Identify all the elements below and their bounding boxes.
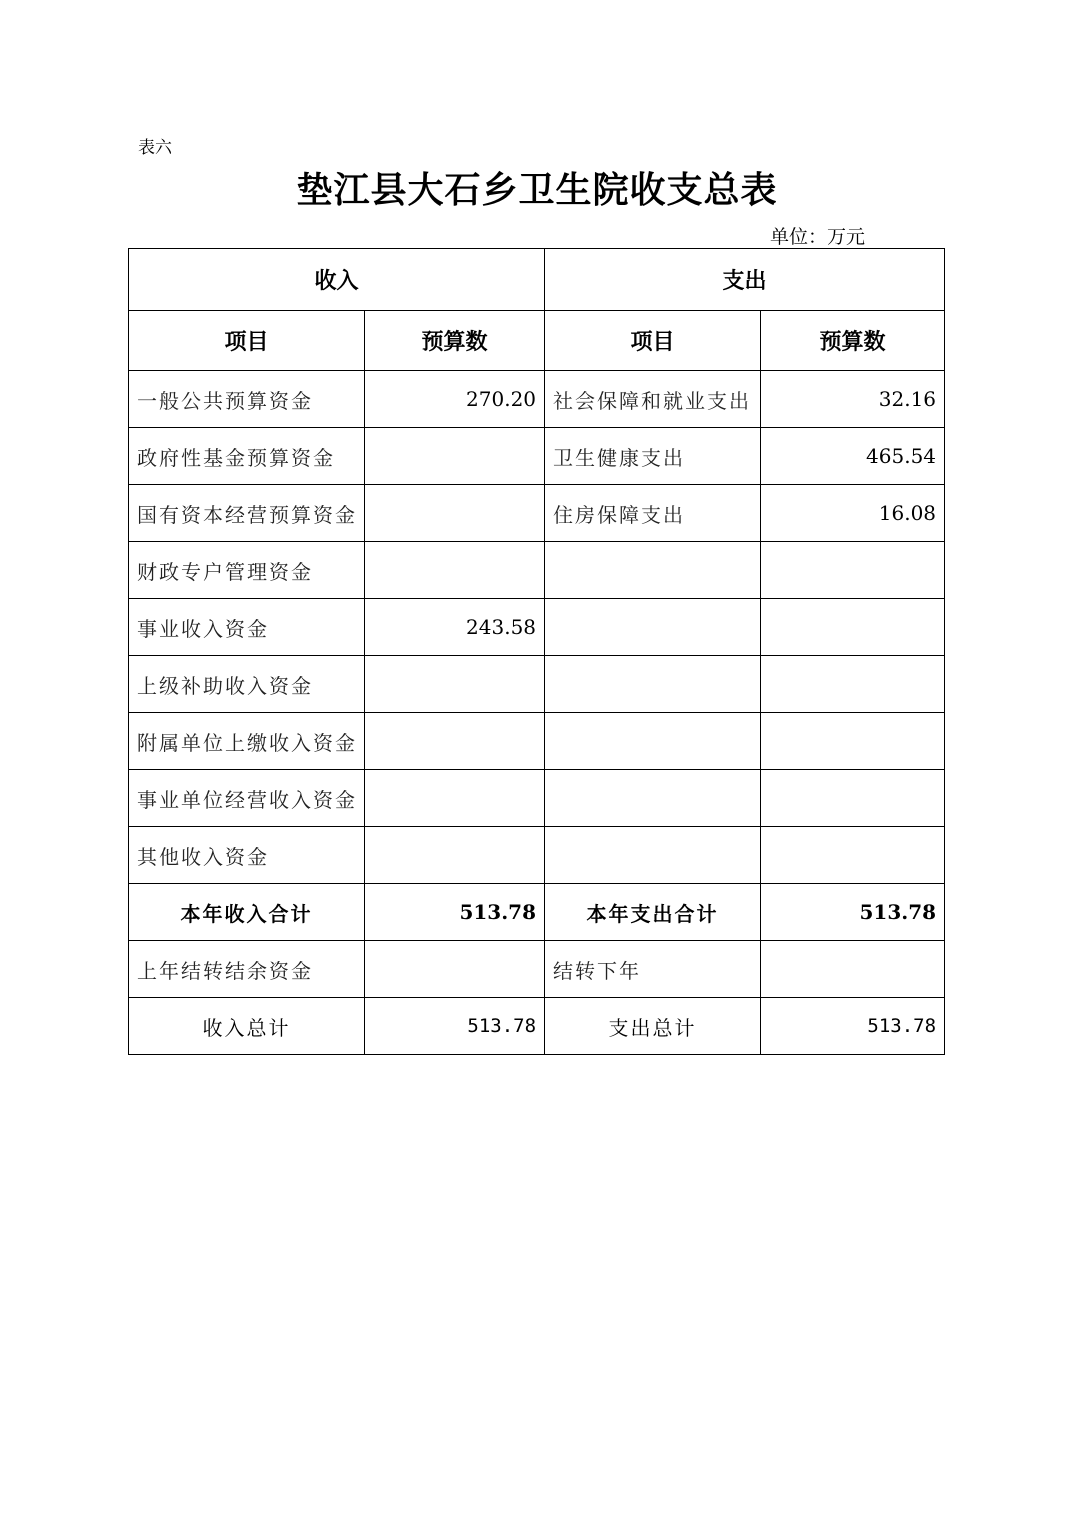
income-budget-column-header: 预算数	[365, 311, 545, 371]
table-row	[129, 656, 945, 713]
expense-value: 465.54	[761, 428, 945, 485]
income-year-total-value: 513.78	[365, 884, 545, 941]
income-value	[365, 713, 545, 770]
income-item: 政府性基金预算资金	[129, 428, 365, 485]
table-row	[129, 599, 945, 656]
income-value: 243.58	[365, 599, 545, 656]
expense-item	[545, 542, 761, 599]
expense-grand-total-value: 513.78	[761, 998, 945, 1055]
expense-item	[545, 827, 761, 884]
income-value	[365, 485, 545, 542]
table-number-label: 表六	[138, 138, 172, 158]
year-total-row	[129, 884, 945, 941]
income-item: 一般公共预算资金	[129, 371, 365, 428]
table-row	[129, 542, 945, 599]
income-carryover-value	[365, 941, 545, 998]
page-title: 垫江县大石乡卫生院收支总表	[296, 169, 778, 211]
expense-item: 住房保障支出	[545, 485, 761, 542]
income-carryover-label: 上年结转结余资金	[129, 941, 365, 998]
section-header-row	[129, 249, 945, 311]
expense-value	[761, 713, 945, 770]
expense-year-total-value: 513.78	[761, 884, 945, 941]
income-item: 上级补助收入资金	[129, 656, 365, 713]
income-grand-total-label: 收入总计	[129, 998, 365, 1055]
income-value	[365, 428, 545, 485]
expense-value	[761, 827, 945, 884]
income-item: 附属单位上缴收入资金	[129, 713, 365, 770]
expense-budget-column-header: 预算数	[761, 311, 945, 371]
expense-item	[545, 656, 761, 713]
income-item-column-header: 项目	[129, 311, 365, 371]
income-item: 国有资本经营预算资金	[129, 485, 365, 542]
expense-header: 支出	[545, 249, 945, 311]
income-item: 事业收入资金	[129, 599, 365, 656]
expense-item	[545, 599, 761, 656]
table-row	[129, 485, 945, 542]
grand-total-row	[129, 998, 945, 1055]
table-row	[129, 713, 945, 770]
table-row	[129, 827, 945, 884]
income-item: 财政专户管理资金	[129, 542, 365, 599]
table-row	[129, 371, 945, 428]
expense-value	[761, 599, 945, 656]
table-row	[129, 428, 945, 485]
expense-value	[761, 770, 945, 827]
expense-value: 16.08	[761, 485, 945, 542]
expense-item-column-header: 项目	[545, 311, 761, 371]
income-value	[365, 770, 545, 827]
income-value	[365, 656, 545, 713]
income-item: 其他收入资金	[129, 827, 365, 884]
expense-year-total-label: 本年支出合计	[545, 884, 761, 941]
table-row	[129, 770, 945, 827]
carryover-row	[129, 941, 945, 998]
expense-carryover-label: 结转下年	[545, 941, 761, 998]
unit-note: 单位：万元	[770, 226, 866, 248]
expense-item	[545, 770, 761, 827]
income-item: 事业单位经营收入资金	[129, 770, 365, 827]
expense-value: 32.16	[761, 371, 945, 428]
income-grand-total-value: 513.78	[365, 998, 545, 1055]
income-value: 270.20	[365, 371, 545, 428]
expense-item: 卫生健康支出	[545, 428, 761, 485]
expense-item	[545, 713, 761, 770]
income-value	[365, 542, 545, 599]
expense-grand-total-label: 支出总计	[545, 998, 761, 1055]
income-year-total-label: 本年收入合计	[129, 884, 365, 941]
income-value	[365, 827, 545, 884]
expense-item: 社会保障和就业支出	[545, 371, 761, 428]
expense-value	[761, 542, 945, 599]
column-header-row	[129, 311, 945, 371]
expense-value	[761, 656, 945, 713]
income-expense-table	[128, 248, 945, 1055]
expense-carryover-value	[761, 941, 945, 998]
income-header: 收入	[129, 249, 545, 311]
